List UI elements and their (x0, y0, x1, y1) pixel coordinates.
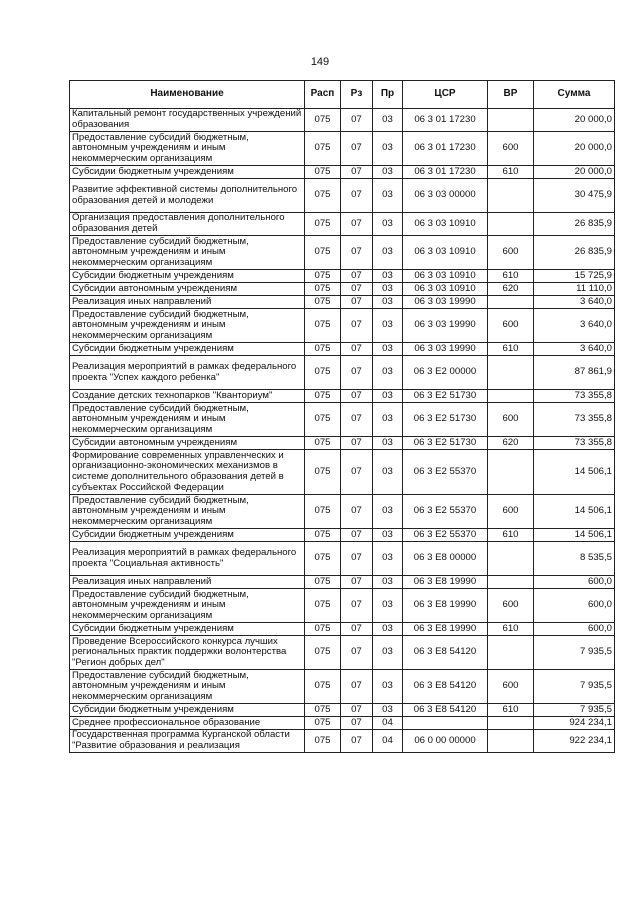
row-vr: 600 (488, 309, 534, 343)
row-vr: 610 (488, 343, 534, 356)
row-pr: 04 (373, 730, 403, 753)
row-pr: 03 (373, 132, 403, 166)
row-rasp: 075 (305, 213, 341, 236)
table-body (70, 109, 615, 753)
row-name: Развитие эффективной системы дополнительного образования детей и молодежи (70, 179, 305, 213)
row-rz: 07 (341, 132, 373, 166)
row-rasp: 075 (305, 717, 341, 730)
row-rasp: 075 (305, 589, 341, 623)
row-name: Субсидии бюджетным учреждениям (70, 343, 305, 356)
row-sum: 30 475,9 (534, 179, 615, 213)
row-rasp: 075 (305, 437, 341, 450)
row-csr: 06 3 03 19990 (403, 309, 488, 343)
row-name: Субсидии бюджетным учреждениям (70, 623, 305, 636)
row-rz: 07 (341, 213, 373, 236)
table-row (70, 495, 615, 529)
row-vr (488, 730, 534, 753)
row-rasp: 075 (305, 283, 341, 296)
row-rz: 07 (341, 343, 373, 356)
row-pr: 03 (373, 343, 403, 356)
row-name: Предоставление субсидий бюджетным, автономным учреждениям и иным некоммерческим организациям (70, 236, 305, 270)
row-rasp: 075 (305, 166, 341, 179)
row-sum: 20 000,0 (534, 132, 615, 166)
row-sum: 7 935,5 (534, 636, 615, 670)
header-rasp: Расп (305, 81, 341, 109)
table-row (70, 283, 615, 296)
row-name: Государственная программа Курганской области "Развитие образования и реализация (70, 730, 305, 753)
row-sum: 924 234,1 (534, 717, 615, 730)
header-vr: ВР (488, 81, 534, 109)
table-row (70, 343, 615, 356)
row-csr: 06 0 00 00000 (403, 730, 488, 753)
row-csr: 06 3 03 10910 (403, 283, 488, 296)
row-rasp: 075 (305, 403, 341, 437)
row-vr: 600 (488, 589, 534, 623)
row-rasp: 075 (305, 109, 341, 132)
row-sum: 14 506,1 (534, 495, 615, 529)
row-name: Организация предоставления дополнительного образования детей (70, 213, 305, 236)
row-rasp: 075 (305, 270, 341, 283)
row-csr: 06 3 03 00000 (403, 179, 488, 213)
row-rz: 07 (341, 450, 373, 495)
row-rz: 07 (341, 109, 373, 132)
row-pr: 04 (373, 717, 403, 730)
table-row (70, 717, 615, 730)
row-vr (488, 296, 534, 309)
row-rz: 07 (341, 495, 373, 529)
row-sum: 600,0 (534, 576, 615, 589)
row-name: Субсидии автономным учреждениям (70, 437, 305, 450)
row-csr: 06 3 E2 55370 (403, 495, 488, 529)
row-vr (488, 636, 534, 670)
row-sum: 11 110,0 (534, 283, 615, 296)
table-row (70, 576, 615, 589)
row-rz: 07 (341, 356, 373, 390)
row-sum: 20 000,0 (534, 166, 615, 179)
row-vr: 610 (488, 623, 534, 636)
row-vr: 600 (488, 236, 534, 270)
row-csr: 06 3 E8 19990 (403, 623, 488, 636)
row-rasp: 075 (305, 730, 341, 753)
row-name: Предоставление субсидий бюджетным, автономным учреждениям и иным некоммерческим организациям (70, 309, 305, 343)
table-row (70, 589, 615, 623)
row-csr: 06 3 E2 51730 (403, 390, 488, 403)
row-pr: 03 (373, 390, 403, 403)
table-row (70, 179, 615, 213)
row-rz: 07 (341, 623, 373, 636)
row-name: Формирование современных управленческих и организационно-экономических механизмов в системе дополнительного образования детей в субъектах Российской Федерации (70, 450, 305, 495)
row-rz: 07 (341, 283, 373, 296)
row-pr: 03 (373, 283, 403, 296)
row-vr: 620 (488, 283, 534, 296)
row-csr: 06 3 01 17230 (403, 109, 488, 132)
row-csr: 06 3 E2 55370 (403, 529, 488, 542)
table-row (70, 356, 615, 390)
row-sum: 3 640,0 (534, 296, 615, 309)
row-name: Предоставление субсидий бюджетным, автономным учреждениям и иным некоммерческим организациям (70, 132, 305, 166)
row-csr (403, 717, 488, 730)
table-row (70, 730, 615, 753)
row-rasp: 075 (305, 236, 341, 270)
row-csr: 06 3 E2 51730 (403, 403, 488, 437)
row-vr (488, 390, 534, 403)
row-sum: 14 506,1 (534, 450, 615, 495)
row-csr: 06 3 03 10910 (403, 213, 488, 236)
row-name: Предоставление субсидий бюджетным, автономным учреждениям и иным некоммерческим организациям (70, 589, 305, 623)
table-row (70, 390, 615, 403)
table-row (70, 403, 615, 437)
row-rasp: 075 (305, 343, 341, 356)
row-rasp: 075 (305, 542, 341, 576)
row-name: Предоставление субсидий бюджетным, автономным учреждениям и иным некоммерческим организациям (70, 495, 305, 529)
row-name: Проведение Всероссийского конкурса лучших региональных практик поддержки волонтерства "Регион добрых дел" (70, 636, 305, 670)
row-pr: 03 (373, 236, 403, 270)
budget-table (69, 80, 615, 753)
row-pr: 03 (373, 450, 403, 495)
row-pr: 03 (373, 670, 403, 704)
row-rz: 07 (341, 296, 373, 309)
row-rz: 07 (341, 589, 373, 623)
row-rz: 07 (341, 730, 373, 753)
table-row (70, 529, 615, 542)
row-rz: 07 (341, 636, 373, 670)
row-name: Субсидии автономным учреждениям (70, 283, 305, 296)
row-vr: 610 (488, 529, 534, 542)
row-name: Среднее профессиональное образование (70, 717, 305, 730)
row-pr: 03 (373, 109, 403, 132)
row-csr: 06 3 03 10910 (403, 270, 488, 283)
row-pr: 03 (373, 529, 403, 542)
table-row (70, 437, 615, 450)
row-rasp: 075 (305, 529, 341, 542)
table-row (70, 704, 615, 717)
row-sum: 26 835,9 (534, 213, 615, 236)
row-csr: 06 3 E8 00000 (403, 542, 488, 576)
row-rz: 07 (341, 403, 373, 437)
row-csr: 06 3 E8 54120 (403, 704, 488, 717)
row-csr: 06 3 03 19990 (403, 296, 488, 309)
row-sum: 600,0 (534, 589, 615, 623)
row-pr: 03 (373, 296, 403, 309)
row-vr: 610 (488, 704, 534, 717)
row-rz: 07 (341, 670, 373, 704)
row-vr (488, 542, 534, 576)
row-pr: 03 (373, 636, 403, 670)
row-sum: 87 861,9 (534, 356, 615, 390)
row-name: Реализация иных направлений (70, 576, 305, 589)
row-rasp: 075 (305, 495, 341, 529)
row-rz: 07 (341, 390, 373, 403)
row-vr (488, 213, 534, 236)
row-name: Субсидии бюджетным учреждениям (70, 704, 305, 717)
row-pr: 03 (373, 309, 403, 343)
table-row (70, 166, 615, 179)
page-number: 149 (310, 56, 330, 68)
row-sum: 600,0 (534, 623, 615, 636)
row-rz: 07 (341, 309, 373, 343)
row-rasp: 075 (305, 390, 341, 403)
header-csr: ЦСР (403, 81, 488, 109)
row-vr: 600 (488, 132, 534, 166)
row-rz: 07 (341, 529, 373, 542)
row-pr: 03 (373, 179, 403, 213)
row-name: Субсидии бюджетным учреждениям (70, 270, 305, 283)
row-csr: 06 3 E2 55370 (403, 450, 488, 495)
row-vr (488, 109, 534, 132)
row-csr: 06 3 E8 54120 (403, 636, 488, 670)
row-pr: 03 (373, 356, 403, 390)
row-csr: 06 3 E2 51730 (403, 437, 488, 450)
row-sum: 3 640,0 (534, 309, 615, 343)
row-name: Предоставление субсидий бюджетным, автономным учреждениям и иным некоммерческим организациям (70, 670, 305, 704)
table-header-row (70, 81, 615, 109)
row-name: Реализация мероприятий в рамках федерального проекта "Успех каждого ребенка" (70, 356, 305, 390)
row-sum: 15 725,9 (534, 270, 615, 283)
row-pr: 03 (373, 213, 403, 236)
row-rz: 07 (341, 179, 373, 213)
table-row (70, 270, 615, 283)
row-sum: 8 535,5 (534, 542, 615, 576)
header-rz: Рз (341, 81, 373, 109)
row-csr: 06 3 03 10910 (403, 236, 488, 270)
row-vr: 600 (488, 495, 534, 529)
row-name: Создание детских технопарков "Кванториум" (70, 390, 305, 403)
row-rz: 07 (341, 542, 373, 576)
header-sum: Сумма (534, 81, 615, 109)
row-rz: 07 (341, 717, 373, 730)
row-pr: 03 (373, 495, 403, 529)
table-row (70, 213, 615, 236)
table-row (70, 670, 615, 704)
row-pr: 03 (373, 576, 403, 589)
row-sum: 7 935,5 (534, 704, 615, 717)
row-csr: 06 3 E2 00000 (403, 356, 488, 390)
table-row (70, 623, 615, 636)
row-pr: 03 (373, 270, 403, 283)
row-vr: 610 (488, 166, 534, 179)
table-row (70, 309, 615, 343)
row-rasp: 075 (305, 670, 341, 704)
table-row (70, 132, 615, 166)
row-rasp: 075 (305, 704, 341, 717)
row-vr (488, 576, 534, 589)
row-rz: 07 (341, 236, 373, 270)
row-rz: 07 (341, 437, 373, 450)
row-name: Реализация иных направлений (70, 296, 305, 309)
row-vr (488, 356, 534, 390)
row-pr: 03 (373, 589, 403, 623)
row-sum: 73 355,8 (534, 390, 615, 403)
row-name: Реализация мероприятий в рамках федерального проекта "Социальная активность" (70, 542, 305, 576)
row-csr: 06 3 03 19990 (403, 343, 488, 356)
row-sum: 73 355,8 (534, 437, 615, 450)
table-row (70, 109, 615, 132)
row-pr: 03 (373, 437, 403, 450)
row-rasp: 075 (305, 636, 341, 670)
row-pr: 03 (373, 704, 403, 717)
row-csr: 06 3 01 17230 (403, 166, 488, 179)
table-row (70, 636, 615, 670)
row-rasp: 075 (305, 623, 341, 636)
row-sum: 73 355,8 (534, 403, 615, 437)
row-pr: 03 (373, 403, 403, 437)
row-sum: 26 835,9 (534, 236, 615, 270)
row-sum: 922 234,1 (534, 730, 615, 753)
row-rasp: 075 (305, 309, 341, 343)
row-rasp: 075 (305, 450, 341, 495)
row-rz: 07 (341, 270, 373, 283)
row-csr: 06 3 E8 19990 (403, 576, 488, 589)
table-row (70, 542, 615, 576)
row-pr: 03 (373, 166, 403, 179)
row-csr: 06 3 E8 19990 (403, 589, 488, 623)
row-rasp: 075 (305, 179, 341, 213)
row-name: Субсидии бюджетным учреждениям (70, 529, 305, 542)
row-vr (488, 717, 534, 730)
row-name: Предоставление субсидий бюджетным, автономным учреждениям и иным некоммерческим организациям (70, 403, 305, 437)
table-row (70, 296, 615, 309)
row-sum: 14 506,1 (534, 529, 615, 542)
row-rasp: 075 (305, 132, 341, 166)
row-vr (488, 450, 534, 495)
row-csr: 06 3 01 17230 (403, 132, 488, 166)
row-rasp: 075 (305, 576, 341, 589)
row-pr: 03 (373, 542, 403, 576)
row-vr: 610 (488, 270, 534, 283)
row-csr: 06 3 E8 54120 (403, 670, 488, 704)
row-vr: 600 (488, 403, 534, 437)
row-pr: 03 (373, 623, 403, 636)
row-vr (488, 179, 534, 213)
row-rz: 07 (341, 704, 373, 717)
row-name: Субсидии бюджетным учреждениям (70, 166, 305, 179)
row-vr: 600 (488, 670, 534, 704)
row-rasp: 075 (305, 296, 341, 309)
row-name: Капитальный ремонт государственных учреждений образования (70, 109, 305, 132)
row-sum: 7 935,5 (534, 670, 615, 704)
table-row (70, 236, 615, 270)
row-vr: 620 (488, 437, 534, 450)
row-sum: 20 000,0 (534, 109, 615, 132)
row-sum: 3 640,0 (534, 343, 615, 356)
header-name: Наименование (70, 81, 305, 109)
row-rz: 07 (341, 576, 373, 589)
row-rasp: 075 (305, 356, 341, 390)
row-rz: 07 (341, 166, 373, 179)
table-row (70, 450, 615, 495)
header-pr: Пр (373, 81, 403, 109)
